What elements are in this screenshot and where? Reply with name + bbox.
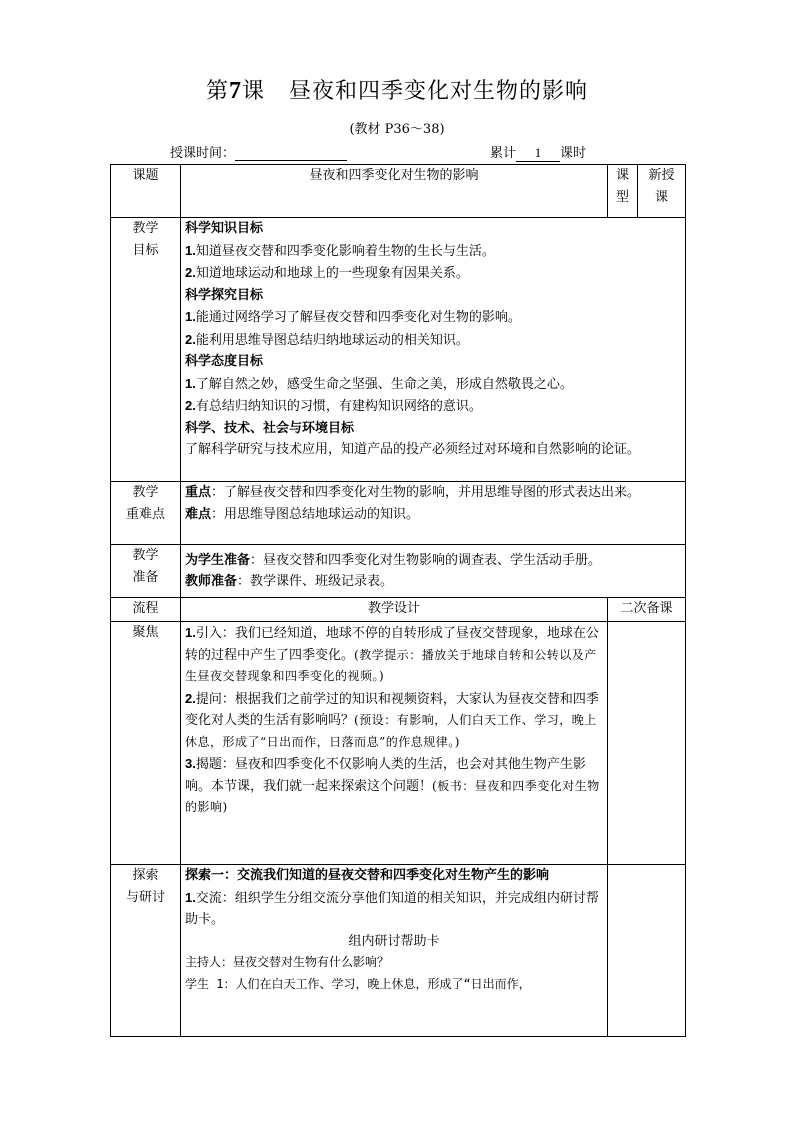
student-preparation: 为学生准备：昼夜交替和四季变化对生物影响的调查表、学生活动手册。 <box>185 552 602 568</box>
attitude-goal-title: 科学态度目标 <box>185 354 264 369</box>
sts-goal-text: 了解科学研究与技术应用，知道产品的投产必须经过对环境和自然影响的论证。 <box>185 442 641 457</box>
cumulative-periods <box>490 142 586 162</box>
row-key-points <box>111 482 686 545</box>
explore-second-prep <box>608 865 686 1037</box>
teaching-time <box>170 142 347 161</box>
key-points-label: 教学 重难点 <box>111 482 181 545</box>
cumulative-label: 累计 <box>490 146 517 161</box>
teaching-time-label: 授课时间： <box>170 146 236 161</box>
explore-title: 探索一：交流我们知道的昼夜交替和四季变化对生物产生的影响 <box>185 868 550 883</box>
inquiry-goal-title: 科学探究目标 <box>185 287 264 303</box>
knowledge-goal-1: 1.知道昼夜交替和四季变化影响着生物的生长与生活。 <box>185 242 495 259</box>
focus-step-1-hint: (教学提示：播放关于地球自转和公转以及产生昼夜交替现象和四季变化的视频。) <box>185 647 597 683</box>
textbook-ref: (教材 P36～38) <box>349 122 445 137</box>
row-goals <box>111 218 686 482</box>
row-focus <box>111 622 686 865</box>
type-value: 新授 课 <box>638 165 686 218</box>
explore-content <box>181 865 608 1037</box>
help-card-host: 主持人：昼夜交替对生物有什么影响？ <box>185 955 390 969</box>
preparation-content <box>181 545 686 598</box>
teacher-preparation: 教师准备：教学课件、班级记录表。 <box>185 574 394 589</box>
explore-step-1: 1.交流：组织学生分组交流分享他们知道的相关知识，并完成组内研讨帮助卡。 <box>185 889 599 927</box>
sts-goal-title: 科学、技术、社会与环境目标 <box>185 420 355 436</box>
row-explore <box>111 865 686 1037</box>
focus-step-3-hint: (板书：昼夜和四季变化对生物的影响) <box>185 778 600 814</box>
page-title: 第7课 昼夜和四季变化对生物的影响 <box>205 78 589 104</box>
focus-step-2-hint: (预设：有影响，人们白天工作、学习，晚上休息，形成了“日出而作，日落而息”的作息规律。) <box>185 713 597 749</box>
inquiry-goal-2: 2.能利用思维导图总结归纳地球运动的相关知识。 <box>185 331 469 348</box>
row-flow-header <box>111 598 686 622</box>
lesson-title-text: 昼夜和四季变化对生物的影响 <box>289 79 589 104</box>
knowledge-goal-title: 科学知识目标 <box>185 221 264 236</box>
topic-label: 课题 <box>111 165 181 218</box>
flow-header: 流程 <box>111 598 181 622</box>
lesson-plan-table <box>110 164 686 1037</box>
period-suffix: 课时 <box>560 146 587 161</box>
goals-label: 教学 目标 <box>111 218 181 482</box>
second-prep-header: 二次备课 <box>608 598 686 622</box>
preparation-label: 教学 准备 <box>111 545 181 598</box>
knowledge-goal-2: 2.知道地球运动和地球上的一些现象有因果关系。 <box>185 265 469 281</box>
focus-second-prep <box>608 622 686 865</box>
focus-step-3: 3.揭题：昼夜和四季变化不仅影响人类的生活，也会对其他生物产生影响。本节课，我们就一起来探索这个问题！(板书：昼夜和四季变化对生物的影响) <box>185 756 600 814</box>
goals-content <box>181 218 686 482</box>
key-point: 重点：了解昼夜交替和四季变化对生物的影响，并用思维导图的形式表达出来。 <box>185 485 641 500</box>
topic-value: 昼夜和四季变化对生物的影响 <box>181 165 608 218</box>
help-card-student-1: 学生 1：人们在白天工作、学习，晚上休息，形成了“日出而作， <box>185 976 531 991</box>
focus-step-2: 2.提问：根据我们之前学过的知识和视频资料，大家认为昼夜交替和四季变化对人类的生活有影响吗？(预设：有影响，人们白天工作、学习，晚上休息，形成了“日出而作，日落而息”的作息规律。) <box>185 690 599 749</box>
type-label: 课 型 <box>608 165 638 218</box>
attitude-goal-1: 1.了解自然之妙，感受生命之坚强、生命之美，形成自然敬畏之心。 <box>185 375 573 392</box>
explore-label: 探索 与研讨 <box>111 865 181 1037</box>
focus-label: 聚焦 <box>111 622 181 865</box>
cumulative-value: 1 <box>516 145 560 162</box>
row-topic <box>111 165 686 218</box>
key-points-content <box>181 482 686 545</box>
difficulty-point: 难点：用思维导图总结地球运动的知识。 <box>185 506 420 522</box>
row-preparation <box>111 545 686 598</box>
focus-content <box>181 622 608 865</box>
inquiry-goal-1: 1.能通过网络学习了解昼夜交替和四季变化对生物的影响。 <box>185 309 521 325</box>
design-header: 教学设计 <box>181 598 608 622</box>
teaching-time-blank <box>235 146 347 161</box>
attitude-goal-2: 2.有总结归纳知识的习惯，有建构知识网络的意识。 <box>185 398 482 414</box>
lesson-number: 7 <box>229 78 242 104</box>
help-card-title: 组内研讨帮助卡 <box>348 933 440 949</box>
focus-step-1: 1.引入：我们已经知道，地球不停的自转形成了昼夜交替现象，地球在公转的过程中产生了四季变化。(教学提示：播放关于地球自转和公转以及产生昼夜交替现象和四季变化的视频。) <box>185 625 599 683</box>
